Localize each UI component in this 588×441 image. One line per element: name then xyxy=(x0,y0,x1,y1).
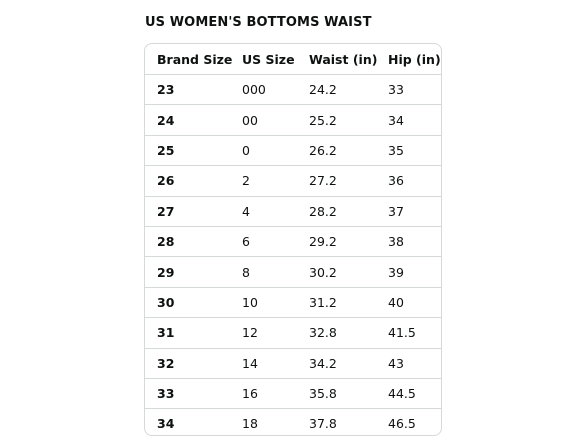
us-size-cell: 8 xyxy=(230,257,297,287)
brand-size-cell: 30 xyxy=(145,287,230,317)
header-waist: Waist (in) xyxy=(297,44,376,75)
brand-size-cell: 27 xyxy=(145,196,230,226)
header-hip: Hip (in) xyxy=(376,44,442,75)
brand-size-cell: 33 xyxy=(145,378,230,408)
size-chart-table xyxy=(145,44,442,436)
waist-cell: 24.2 xyxy=(297,75,376,105)
hip-cell: 33 xyxy=(376,75,442,105)
table-row xyxy=(145,105,442,135)
brand-size-cell: 32 xyxy=(145,348,230,378)
hip-cell: 41.5 xyxy=(376,318,442,348)
table-row xyxy=(145,318,442,348)
waist-cell: 31.2 xyxy=(297,287,376,317)
us-size-cell: 10 xyxy=(230,287,297,317)
table-row xyxy=(145,135,442,165)
hip-cell: 35 xyxy=(376,135,442,165)
brand-size-cell: 29 xyxy=(145,257,230,287)
hip-cell: 34 xyxy=(376,105,442,135)
size-chart-body xyxy=(145,75,442,437)
table-row xyxy=(145,166,442,196)
size-chart-table-container xyxy=(144,43,442,436)
waist-cell: 28.2 xyxy=(297,196,376,226)
size-chart-header xyxy=(145,44,442,75)
waist-cell: 37.8 xyxy=(309,416,337,432)
us-size-cell: 2 xyxy=(230,166,297,196)
waist-cell: 25.2 xyxy=(297,105,376,135)
brand-size-cell: 31 xyxy=(145,318,230,348)
size-chart-title: US WOMEN'S BOTTOMS WAIST xyxy=(145,15,372,30)
us-size-cell: 4 xyxy=(230,196,297,226)
brand-size-cell: 26 xyxy=(145,166,230,196)
table-row xyxy=(145,226,442,256)
hip-cell: 43 xyxy=(376,348,442,378)
waist-cell: 27.2 xyxy=(297,166,376,196)
waist-cell: 32.8 xyxy=(297,318,376,348)
table-row xyxy=(145,257,442,287)
us-size-cell: 16 xyxy=(230,378,297,408)
table-row xyxy=(145,75,442,105)
us-size-cell: 18 xyxy=(242,416,258,432)
table-row xyxy=(145,196,442,226)
waist-cell: 30.2 xyxy=(297,257,376,287)
header-us-size: US Size xyxy=(230,44,297,75)
table-row xyxy=(145,287,442,317)
us-size-cell: 000 xyxy=(230,75,297,105)
us-size-cell: 14 xyxy=(230,348,297,378)
brand-size-cell: 34 xyxy=(157,416,175,432)
hip-cell: 46.5 xyxy=(388,416,416,432)
header-brand-size: Brand Size xyxy=(145,44,230,75)
us-size-cell: 6 xyxy=(230,226,297,256)
waist-cell: 34.2 xyxy=(297,348,376,378)
hip-cell: 40 xyxy=(376,287,442,317)
us-size-cell: 0 xyxy=(230,135,297,165)
waist-cell: 26.2 xyxy=(297,135,376,165)
waist-cell: 29.2 xyxy=(297,226,376,256)
brand-size-cell: 24 xyxy=(145,105,230,135)
brand-size-cell: 23 xyxy=(145,75,230,105)
hip-cell: 39 xyxy=(376,257,442,287)
header-row xyxy=(145,44,442,75)
table-row xyxy=(145,409,442,436)
table-row xyxy=(145,348,442,378)
us-size-cell: 00 xyxy=(230,105,297,135)
hip-cell: 37 xyxy=(376,196,442,226)
table-row xyxy=(145,378,442,408)
waist-cell: 35.8 xyxy=(297,378,376,408)
hip-cell: 36 xyxy=(376,166,442,196)
hip-cell: 38 xyxy=(376,226,442,256)
us-size-cell: 12 xyxy=(230,318,297,348)
brand-size-cell: 28 xyxy=(145,226,230,256)
brand-size-cell: 25 xyxy=(145,135,230,165)
hip-cell: 44.5 xyxy=(376,378,442,408)
